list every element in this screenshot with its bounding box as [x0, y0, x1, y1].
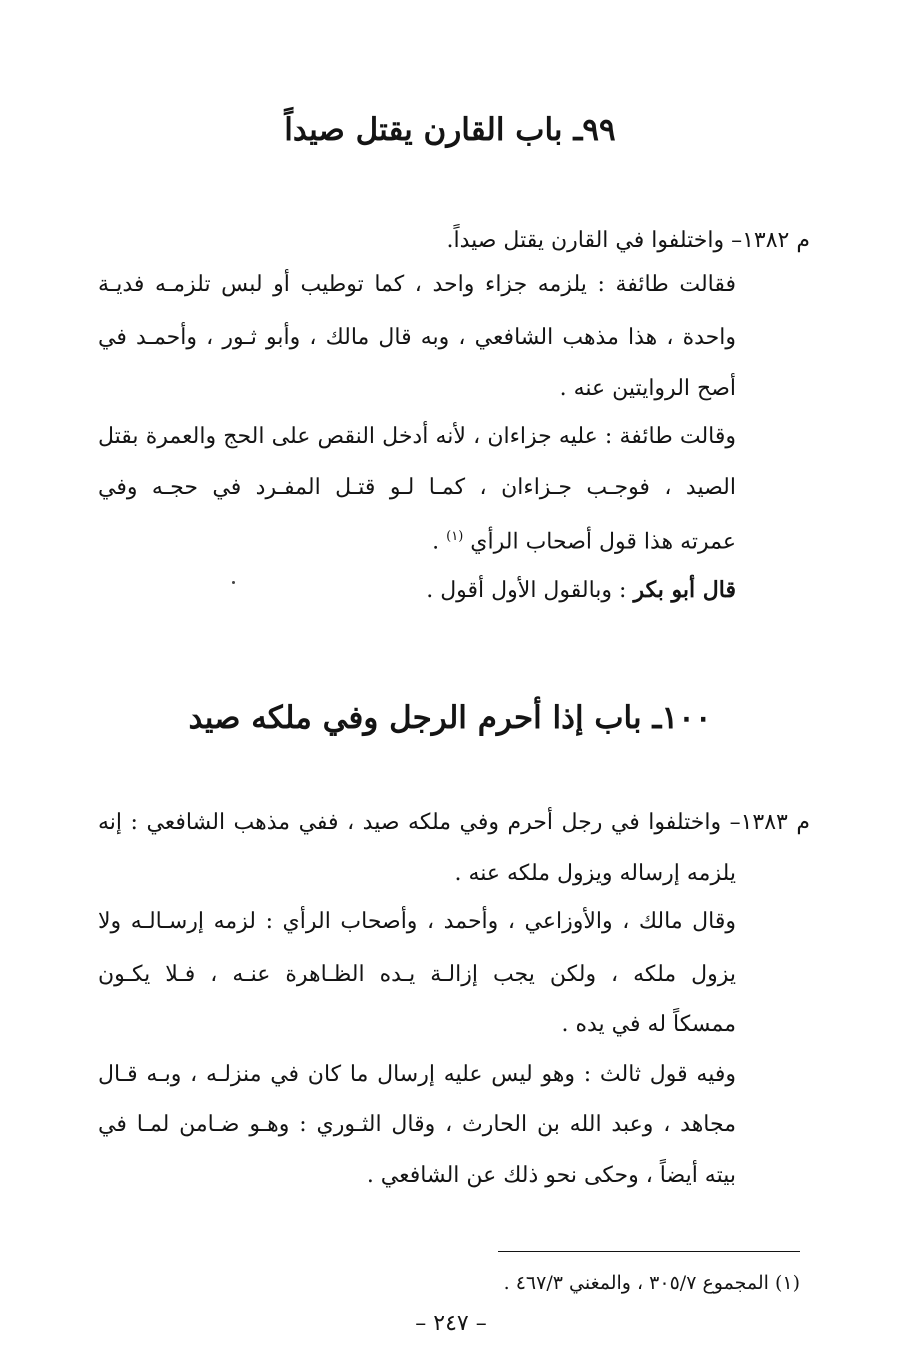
entry-1382: م ١٣٨٢– واختلفوا في القارن يقتل صيداً. [446, 228, 810, 253]
section-100-line-3: يزول ملكه ، ولكن يجب إزالـة يـده الظـاهرة عنـه ، فـلا يكـون [98, 962, 736, 987]
section-99-closing [426, 575, 736, 606]
footnote: (١) المجموع ٣٠٥/٧ ، والمغني ٤٦٧/٣ . [503, 1272, 800, 1294]
section-100-line-1: يلزمه إرساله ويزول ملكه عنه . [454, 861, 736, 886]
section-99-line-1: فقالت طائفة : يلزمه جزاء واحد ، كما توطيب أو لبس تلزمـه فديـة [98, 272, 736, 297]
section-100-line-5: وفيه قول ثالث : وهو ليس عليه إرسال ما كان في منزلـه ، وبـه قـال [98, 1062, 736, 1087]
section-99-line-3: أصح الروايتين عنه . [559, 376, 736, 401]
section-99-line-2: واحدة ، هذا مذهب الشافعي ، وبه قال مالك ، وأبو ثـور ، وأحمـد في [98, 325, 736, 350]
footnote-reference: (١) [446, 529, 464, 544]
section-99-line-6-text: عمرته هذا قول أصحاب الرأي [470, 529, 736, 555]
section-99-line-4: وقالت طائفة : عليه جزاءان ، لأنه أدخل النقص على الحج والعمرة بقتل [98, 424, 736, 449]
scan-speck [232, 581, 235, 584]
section-99-line-5: الصيد ، فوجـب جـزاءان ، كمـا لـو قتـل المفـرد في حجـه وفي [98, 475, 736, 500]
abu-bakr-lead: قال أبو بكر [633, 577, 736, 603]
section-100-line-4: ممسكاً له في يده . [561, 1012, 736, 1037]
page-number: – ٢٤٧ – [415, 1311, 487, 1336]
section-99-line-6-end: . [432, 529, 440, 555]
footnote-divider [498, 1251, 800, 1252]
entry-1383: م ١٣٨٣– واختلفوا في رجل أحرم وفي ملكه صيد ، ففي مذهب الشافعي : إنه [98, 810, 810, 835]
section-99-closing-text: : وبالقول الأول أقول . [426, 578, 634, 603]
section-100-line-7: بيته أيضاً ، وحكى نحو ذلك عن الشافعي . [366, 1163, 736, 1188]
section-99-line-6 [432, 522, 736, 557]
section-100-heading: ١٠٠ـ باب إذا أحرم الرجل وفي ملكه صيد [188, 700, 712, 736]
section-100-line-2: وقال مالك ، والأوزاعي ، وأحمد ، وأصحاب الرأي : لزمه إرسـالـه ولا [98, 909, 736, 934]
section-99-heading: ٩٩ـ باب القارن يقتل صيداً [284, 112, 616, 148]
section-100-line-6: مجاهد ، وعبد الله بن الحارث ، وقال الثـوري : وهـو ضـامن لمـا في [98, 1112, 737, 1137]
